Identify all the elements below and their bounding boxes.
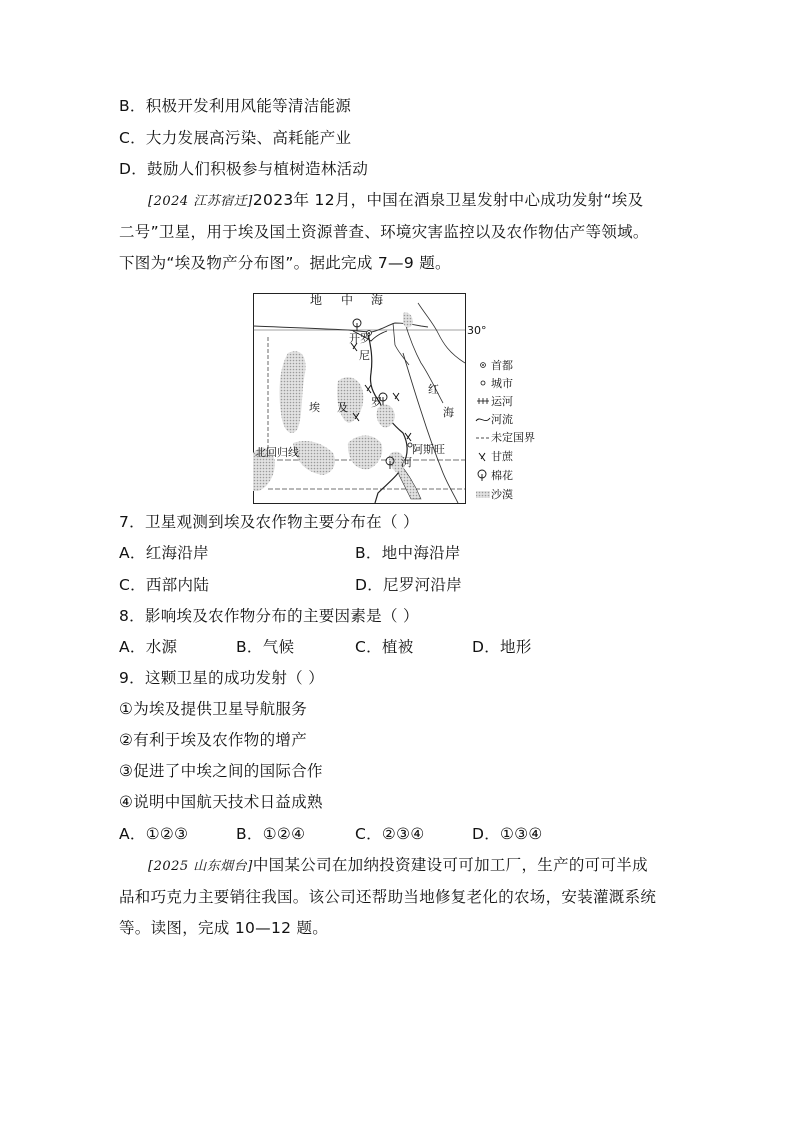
- q7-option-b: B．地中海沿岸: [355, 544, 461, 562]
- q8-option-b: B．气候: [236, 638, 295, 656]
- legend-river: 河流: [491, 413, 513, 426]
- q9-option-b: B．①②④: [236, 825, 306, 843]
- q7-option-c: C．西部内陆: [119, 576, 210, 594]
- q9-statement-1: ①为埃及提供卫星导航服务: [119, 700, 307, 718]
- egypt-product-map: [253, 293, 540, 504]
- sea-label-zhong: 中: [341, 293, 354, 307]
- q7-option-d: D．尼罗河沿岸: [355, 576, 463, 594]
- egypt-label-ai: 埃: [309, 401, 320, 414]
- intro1-line2: 二号”卫星，用于埃及国土资源普查、环境灾害监控以及农作物估产等领域。: [119, 223, 649, 241]
- source-tag: [2024 江苏宿迁]: [148, 194, 253, 209]
- legend-city: 城市: [491, 377, 513, 390]
- legend-cotton: 棉花: [491, 469, 513, 482]
- sea-label-di: 地: [310, 293, 323, 307]
- sea-label-hai: 海: [371, 293, 384, 307]
- option-c-prev: C．大力发展高污染、高耗能产业: [119, 129, 352, 147]
- legend-sugarcane: 甘蔗: [491, 450, 513, 463]
- river-label: 河: [401, 456, 412, 469]
- q9-statement-3: ③促进了中埃之间的国际合作: [119, 762, 323, 780]
- option-d-prev: D．鼓励人们积极参与植树造林活动: [119, 160, 369, 178]
- q9-option-d: D．①③④: [472, 825, 543, 843]
- lat-30-label: 30°: [467, 324, 487, 337]
- nile-label-ni: 尼: [359, 349, 370, 362]
- legend-undefined-border: 未定国界: [491, 431, 535, 444]
- intro1-line3: 下图为“埃及物产分布图”。据此完成 7—9 题。: [119, 254, 451, 272]
- map-legend: [476, 358, 535, 501]
- q9-statement-2: ②有利于埃及农作物的增产: [119, 731, 307, 749]
- q9-option-c: C．②③④: [355, 825, 425, 843]
- intro1-line1: [2024 江苏宿迁]2023年 12月，中国在酒泉卫星发射中心成功发射“埃及: [148, 191, 644, 209]
- aswan-label: 阿斯旺: [412, 443, 445, 456]
- q8-option-a: A．水源: [119, 638, 178, 656]
- question-8-stem: 8．影响埃及农作物分布的主要因素是（ ）: [119, 607, 419, 625]
- q8-option-c: C．植被: [355, 638, 414, 656]
- nile-label-luo: 罗: [371, 396, 382, 409]
- egypt-label-ji: 及: [337, 401, 348, 414]
- red-sea-label-hong: 红: [428, 383, 439, 396]
- intro2-line1: [2025 山东烟台]中国某公司在加纳投资建设可可加工厂，生产的可可半成: [148, 856, 648, 874]
- question-7-stem: 7．卫星观测到埃及农作物主要分布在（ ）: [119, 513, 419, 531]
- legend-canal: 运河: [491, 395, 513, 408]
- question-9-stem: 9．这颗卫星的成功发射（ ）: [119, 669, 324, 687]
- cairo-label: 开罗: [349, 332, 371, 345]
- q9-statement-4: ④说明中国航天技术日益成熟: [119, 793, 323, 811]
- q8-option-d: D．地形: [472, 638, 532, 656]
- tropic-label: 北回归线: [255, 446, 299, 459]
- option-b-prev: B．积极开发利用风能等清洁能源: [119, 97, 352, 115]
- intro2-line3: 等。读图，完成 10—12 题。: [119, 919, 329, 937]
- q7-option-a: A．红海沿岸: [119, 544, 209, 562]
- legend-capital: 首都: [491, 359, 513, 372]
- legend-desert: 沙漠: [491, 488, 513, 501]
- intro2-line2: 品和巧克力主要销往我国。该公司还帮助当地修复老化的农场，安装灌溉系统: [119, 888, 657, 906]
- q9-option-a: A．①②③: [119, 825, 189, 843]
- source-tag: [2025 山东烟台]: [148, 859, 253, 874]
- red-sea-label-hai: 海: [443, 406, 454, 419]
